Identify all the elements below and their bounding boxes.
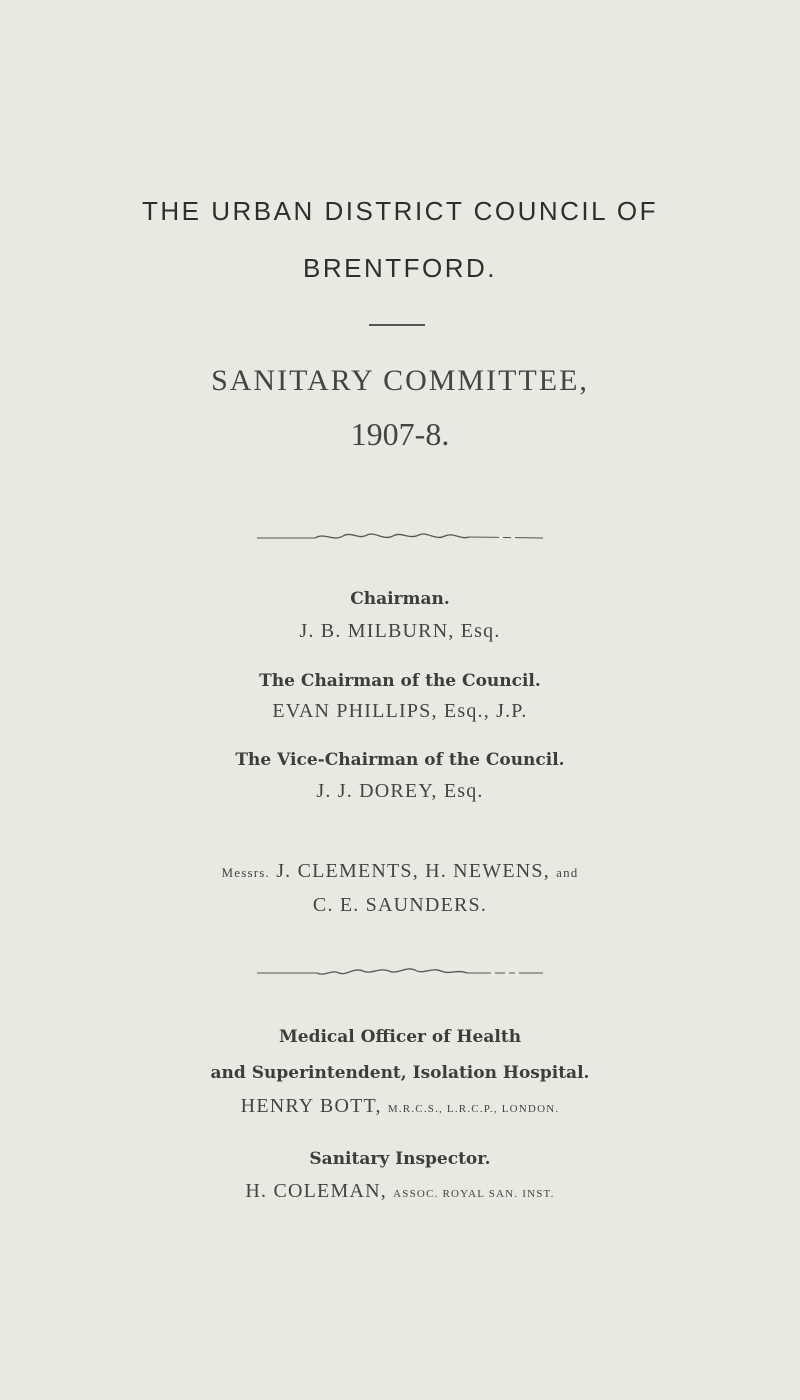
ornament-divider-top [255, 528, 545, 544]
messrs-and: and [556, 865, 579, 880]
medical-officer-name: HENRY BOTT, [240, 1095, 382, 1117]
vice-chairman-suffix: Esq. [443, 780, 484, 802]
messrs-names: J. CLEMENTS, H. NEWENS, [276, 860, 550, 882]
messrs-last-line: C. E. SAUNDERS. [312, 894, 488, 916]
vice-chairman-name: J. J. DOREY, [316, 780, 438, 802]
chairman-role: Chairman. [350, 589, 450, 609]
sanitary-inspector-name: H. COLEMAN, [245, 1180, 387, 1202]
title-divider [369, 324, 425, 326]
medical-officer-role-line-2: and Superintendent, Isolation Hospital. [210, 1063, 590, 1083]
messrs-line [0, 860, 800, 883]
sanitary-inspector-qualifications: ASSOC. ROYAL SAN. INST. [393, 1188, 555, 1200]
council-title-line-2: BRENTFORD. [303, 253, 497, 283]
council-chairman-name-line [0, 700, 800, 723]
sanitary-inspector-role: Sanitary Inspector. [309, 1149, 491, 1169]
sanitary-inspector-name-line [0, 1180, 800, 1203]
committee-title: SANITARY COMMITTEE, [211, 364, 589, 397]
ornament-divider-bottom [255, 963, 545, 979]
council-chairman-role: The Chairman of the Council. [259, 671, 541, 691]
chairman-suffix: Esq. [460, 620, 501, 642]
medical-officer-name-line [0, 1095, 800, 1118]
council-title-line-1: THE URBAN DISTRICT COUNCIL OF [142, 196, 658, 226]
vice-chairman-name-line [0, 780, 800, 803]
medical-officer-qualifications: M.R.C.S., L.R.C.P., LONDON. [387, 1103, 560, 1115]
messrs-prefix: Messrs. [221, 865, 270, 880]
council-chairman-name: EVAN PHILLIPS, [272, 700, 438, 722]
chairman-name-line [0, 620, 800, 643]
council-chairman-suffix: Esq., J.P. [443, 700, 528, 722]
vice-chairman-role: The Vice-Chairman of the Council. [235, 750, 565, 770]
chairman-name: J. B. MILBURN, [299, 620, 455, 642]
committee-year: 1907-8. [350, 416, 450, 452]
medical-officer-role-line-1: Medical Officer of Health [278, 1027, 522, 1047]
